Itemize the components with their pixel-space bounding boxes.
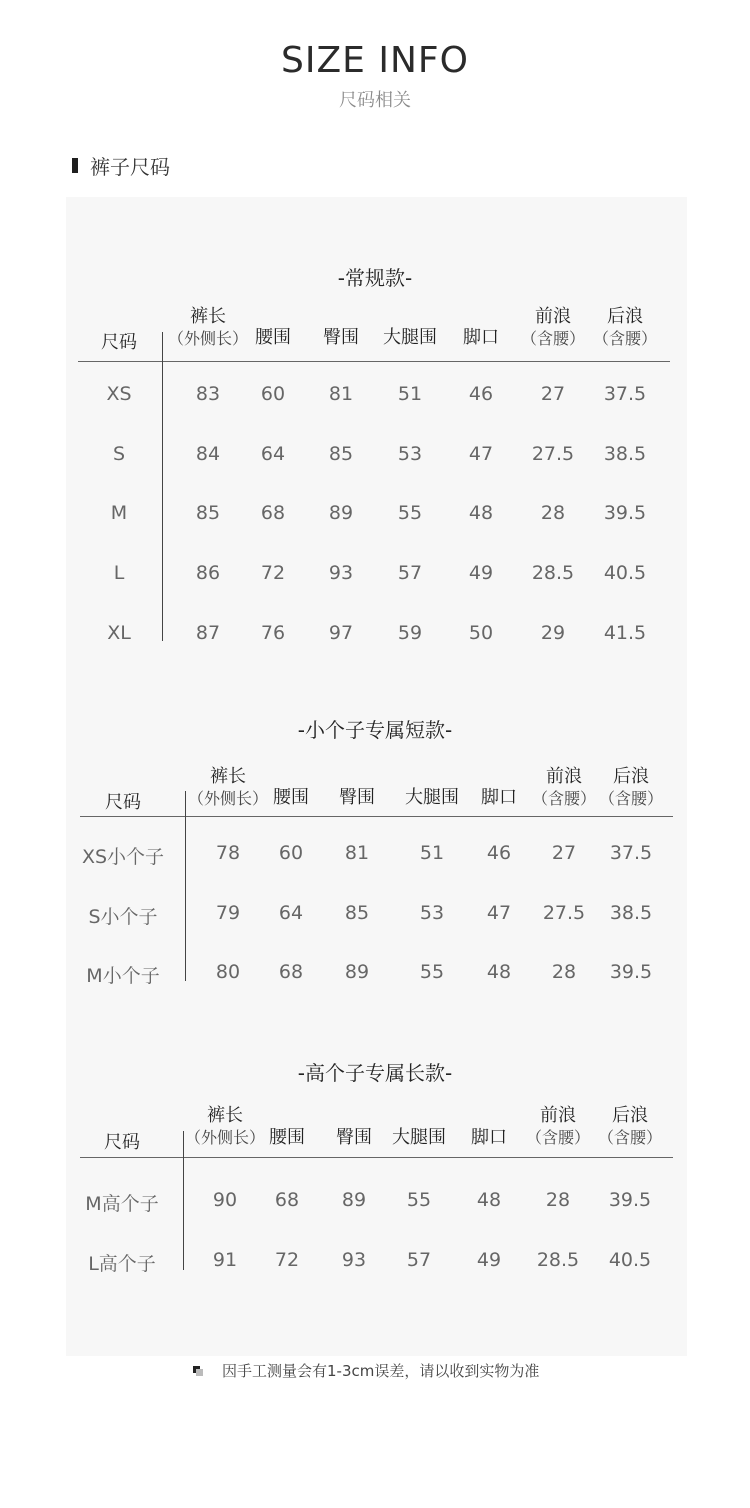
column-header-name: 后浪 [612,766,649,787]
column-header [463,327,499,349]
measurement-cell: 51 [419,842,445,864]
page-subtitle: 尺码相关 [339,90,411,111]
measurement-cell: 27.5 [531,443,575,465]
measurement-cell: 97 [328,622,354,644]
column-header-name: 脚口 [471,1127,507,1148]
header-divider [80,1157,673,1158]
column-header-note: （含腰） [525,1128,591,1147]
column-header-name: 臀围 [323,327,359,348]
section-marker [72,158,78,173]
measurement-cell: 93 [341,1249,367,1271]
measurement-cell: 28.5 [536,1249,580,1271]
measurement-cell: 28 [545,1189,571,1211]
measurement-cell: 60 [260,383,286,405]
measurement-cell: 86 [195,562,221,584]
size-column-header: 尺码 [101,332,137,353]
note-icon [193,1366,203,1376]
measurement-cell: 39.5 [608,1189,652,1211]
column-header-name: 裤长 [189,306,226,327]
header-divider [78,361,670,362]
size-cell: L [113,562,125,584]
measurement-cell: 93 [328,562,354,584]
column-header [383,327,437,349]
measurement-cell: 29 [540,622,566,644]
measurement-cell: 85 [344,902,370,924]
measurement-cell: 68 [260,502,286,524]
measurement-cell: 51 [397,383,423,405]
measurement-cell: 81 [344,842,370,864]
column-header [392,1127,446,1149]
section-label [72,152,170,178]
measurement-cell: 64 [278,902,304,924]
column-header [593,306,657,350]
size-cell: S小个子 [88,906,158,928]
column-header-name: 大腿围 [383,327,437,348]
column-header-name: 臀围 [336,1127,372,1148]
measurement-cell: 57 [397,562,423,584]
measurement-cell: 40.5 [608,1249,652,1271]
size-cell: XS小个子 [81,846,165,868]
column-header [269,1127,305,1149]
column-header [185,1105,265,1149]
size-cell: S [112,443,126,465]
measurement-cell: 85 [328,443,354,465]
column-header-note: （含腰） [597,1128,663,1147]
column-header [599,766,663,810]
column-header-note: （含腰） [520,329,586,348]
measurement-cell: 37.5 [609,842,653,864]
measurement-cell: 46 [468,383,494,405]
column-header [255,327,291,349]
measurement-cell: 72 [274,1249,300,1271]
measurement-cell: 28 [551,961,577,983]
column-header [339,787,375,809]
measurement-cell: 89 [344,961,370,983]
measurement-cell: 46 [486,842,512,864]
measurement-cell: 38.5 [603,443,647,465]
column-header-name: 腰围 [255,327,291,348]
table-title: -常规款- [337,266,413,290]
column-header [526,1105,590,1149]
size-column-divider [162,332,163,641]
column-header-name: 大腿围 [405,787,459,808]
column-header-name: 腰围 [269,1127,305,1148]
column-header-note: （含腰） [592,329,658,348]
measurement-cell: 50 [468,622,494,644]
column-header [598,1105,662,1149]
measurement-cell: 47 [468,443,494,465]
column-header-name: 后浪 [606,306,643,327]
column-header-note: （含腰） [598,789,664,808]
column-header-note: （外侧长） [187,789,269,808]
size-cell: M [110,502,128,524]
measurement-cell: 80 [215,961,241,983]
size-column-header: 尺码 [105,792,141,813]
column-header [532,766,596,810]
measurement-cell: 49 [468,562,494,584]
column-header-name: 前浪 [539,1105,576,1126]
column-header [471,1127,507,1149]
measurement-cell: 81 [328,383,354,405]
measurement-cell: 27 [551,842,577,864]
column-header [336,1127,372,1149]
table-title: -小个子专属短款- [297,718,453,742]
column-header [273,787,309,809]
column-header [168,306,248,350]
column-header-name: 前浪 [534,306,571,327]
column-header [405,787,459,809]
measurement-cell: 68 [278,961,304,983]
size-column-divider [185,791,186,981]
measurement-cell: 53 [397,443,423,465]
size-cell: XS [106,383,132,405]
measurement-cell: 53 [419,902,445,924]
measurement-cell: 48 [468,502,494,524]
measurement-cell: 72 [260,562,286,584]
measurement-cell: 85 [195,502,221,524]
column-header [323,327,359,349]
measurement-cell: 27.5 [542,902,586,924]
column-header [521,306,585,350]
page-title: SIZE INFO [281,40,469,81]
table-title: -高个子专属长款- [297,1061,453,1085]
measurement-cell: 55 [406,1189,432,1211]
size-cell: XL [107,622,131,644]
measurement-cell: 48 [486,961,512,983]
size-cell: M小个子 [86,965,160,987]
measurement-cell: 59 [397,622,423,644]
measurement-cell: 49 [476,1249,502,1271]
measurement-cell: 28 [540,502,566,524]
measurement-cell: 38.5 [609,902,653,924]
measurement-cell: 39.5 [609,961,653,983]
measurement-cell: 47 [486,902,512,924]
header-divider [80,816,673,817]
measurement-cell: 39.5 [603,502,647,524]
measurement-cell: 57 [406,1249,432,1271]
column-header-name: 脚口 [481,787,517,808]
measurement-cell: 79 [215,902,241,924]
column-header-name: 裤长 [209,766,246,787]
footer-note-text: 因手工测量会有1-3cm误差，请以收到实物为准 [222,1362,540,1380]
measurement-cell: 83 [195,383,221,405]
measurement-cell: 55 [419,961,445,983]
column-header-note: （外侧长） [184,1128,266,1147]
section-label-text: 裤子尺码 [90,154,170,179]
column-header-name: 臀围 [339,787,375,808]
column-header-name: 大腿围 [392,1127,446,1148]
measurement-cell: 37.5 [603,383,647,405]
column-header-name: 腰围 [273,787,309,808]
measurement-cell: 78 [215,842,241,864]
size-cell: L高个子 [88,1253,156,1275]
measurement-cell: 76 [260,622,286,644]
measurement-cell: 89 [341,1189,367,1211]
column-header-name: 后浪 [611,1105,648,1126]
column-header-name: 前浪 [545,766,582,787]
footer-note [0,1360,750,1384]
measurement-cell: 48 [476,1189,502,1211]
measurement-cell: 84 [195,443,221,465]
column-header [188,766,268,810]
column-header-note: （外侧长） [167,329,249,348]
measurement-cell: 90 [212,1189,238,1211]
measurement-cell: 68 [274,1189,300,1211]
column-header-name: 脚口 [463,327,499,348]
column-header [481,787,517,809]
size-column-header: 尺码 [104,1132,140,1153]
measurement-cell: 60 [278,842,304,864]
measurement-cell: 28.5 [531,562,575,584]
column-header-note: （含腰） [531,789,597,808]
measurement-cell: 64 [260,443,286,465]
measurement-cell: 91 [212,1249,238,1271]
measurement-cell: 27 [540,383,566,405]
column-header-name: 裤长 [206,1105,243,1126]
size-cell: M高个子 [85,1193,159,1215]
measurement-cell: 41.5 [603,622,647,644]
measurement-cell: 55 [397,502,423,524]
measurement-cell: 89 [328,502,354,524]
measurement-cell: 40.5 [603,562,647,584]
size-column-divider [183,1131,184,1270]
measurement-cell: 87 [195,622,221,644]
